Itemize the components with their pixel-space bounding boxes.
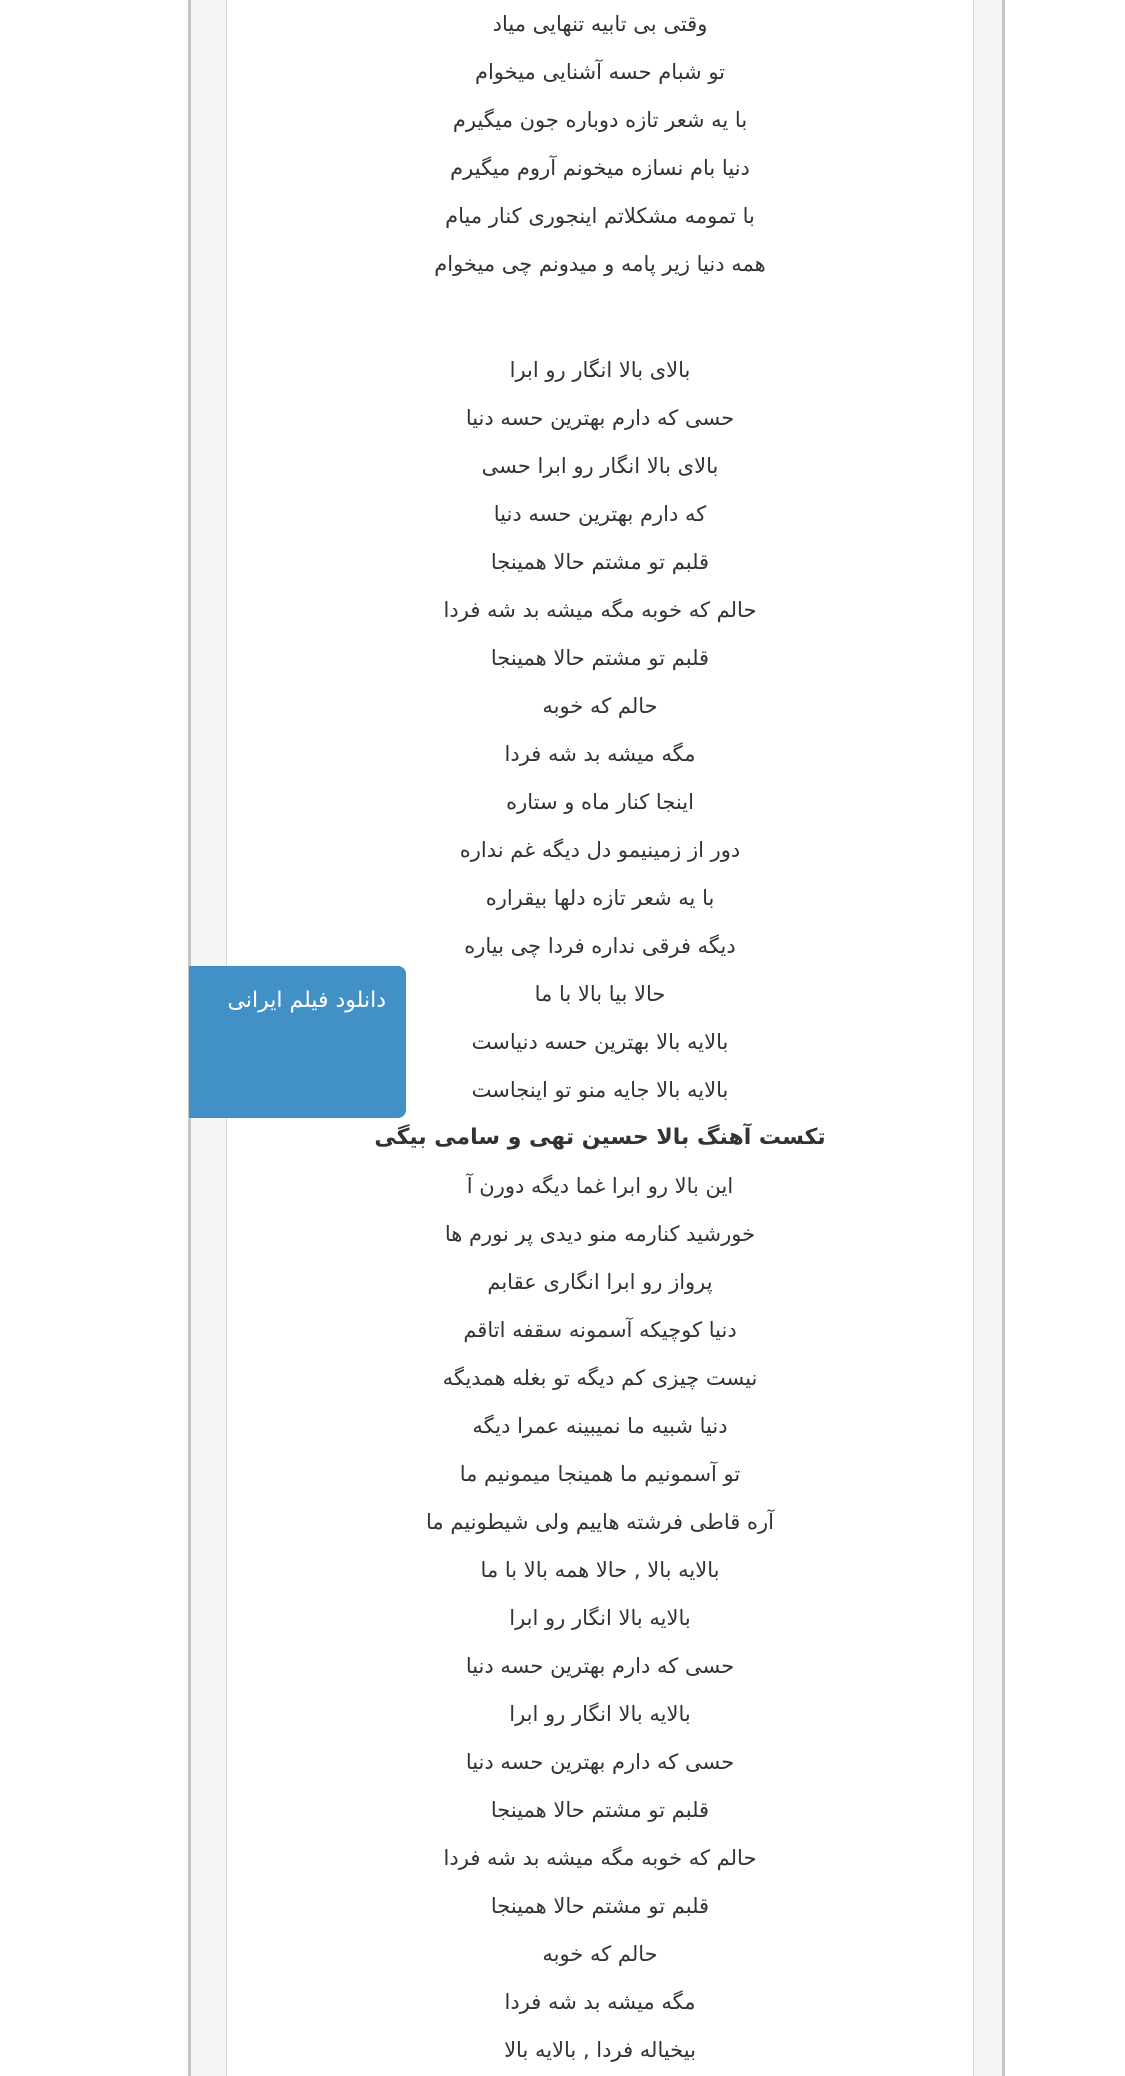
lyric-line: با یه شعر تازه دلها بیقراره <box>485 886 715 910</box>
lyric-line: حسی که دارم بهترین حسه دنیا <box>465 406 735 430</box>
lyric-line: آره قاطی فرشته هاییم ولی شیطونیم ما <box>426 1510 774 1534</box>
lyric-line: تو آسمونیم ما همینجا میمونیم ما <box>459 1462 741 1486</box>
lyric-line: دور از زمینیمو دل دیگه غم نداره <box>459 838 741 862</box>
lyric-line: بالایه بالا بهترین حسه دنیاست <box>471 1030 729 1054</box>
lyric-line: خورشید کنارمه منو دیدی پر نورم ها <box>444 1222 756 1246</box>
lyric-line: دیگه فرقی نداره فردا چی بیاره <box>464 934 736 958</box>
lyrics-section-heading: تکست آهنگ بالا حسین تهی و سامی بیگی <box>374 1125 826 1150</box>
lyric-line: با یه شعر تازه دوباره جون میگیرم <box>452 108 748 132</box>
lyric-line: مگه میشه بد شه فردا <box>504 742 696 766</box>
lyric-line: دنیا کوچیکه آسمونه سقفه اتاقم <box>463 1318 737 1342</box>
lyric-line: حالم که خوبه مگه میشه بد شه فردا <box>443 598 757 622</box>
lyric-line: بالای بالا انگار رو ابرا <box>509 358 691 382</box>
lyric-line: بالایه بالا انگار رو ابرا <box>509 1702 691 1726</box>
lyric-line: حالم که خوبه <box>542 1942 658 1966</box>
lyric-line: قلبم تو مشتم حالا همینجا <box>490 646 710 670</box>
lyric-line: بالای بالا انگار رو ابرا حسی <box>481 454 719 478</box>
lyric-line: همه دنیا زیر پامه و میدونم چی میخوام <box>434 252 766 276</box>
lyric-line: نیست چیزی کم دیگه تو بغله همدیگه <box>442 1366 758 1390</box>
lyric-line: بالایه بالا , حالا همه بالا با ما <box>480 1558 720 1582</box>
lyric-line: مگه میشه بد شه فردا <box>504 1990 696 2014</box>
lyric-line: با تمومه مشکلاتم اینجوری کنار میام <box>445 204 755 228</box>
lyric-line: قلبم تو مشتم حالا همینجا <box>490 1894 710 1918</box>
download-iranian-movie-button[interactable] <box>189 966 406 1118</box>
lyric-line: دنیا بام نسازه میخونم آروم میگیرم <box>450 156 750 180</box>
stanza-gap <box>226 288 974 346</box>
lyric-line: بیخیاله فردا , بالایه بالا <box>504 2038 696 2062</box>
promo-label: دانلود فیلم ایرانی <box>227 988 386 1013</box>
lyric-line: حسی که دارم بهترین حسه دنیا <box>465 1654 735 1678</box>
lyric-line: این بالا رو ابرا غما دیگه دورن آ <box>466 1174 734 1198</box>
lyric-line: بالایه بالا جایه منو تو اینجاست <box>471 1078 729 1102</box>
lyric-line: قلبم تو مشتم حالا همینجا <box>490 1798 710 1822</box>
lyric-line: تو شبام حسه آشنایی میخوام <box>474 60 726 84</box>
lyric-line: دنیا شبیه ما نمیبینه عمرا دیگه <box>472 1414 728 1438</box>
lyric-line: حسی که دارم بهترین حسه دنیا <box>465 1750 735 1774</box>
lyric-line: حالم که خوبه مگه میشه بد شه فردا <box>443 1846 757 1870</box>
lyric-line: بالایه بالا انگار رو ابرا <box>509 1606 691 1630</box>
lyric-line: اینجا کنار ماه و ستاره <box>506 790 694 814</box>
lyric-line: پرواز رو ابرا انگاری عقابم <box>487 1270 713 1294</box>
lyric-line: حالم که خوبه <box>542 694 658 718</box>
lyric-line: حالا بیا بالا با ما <box>534 982 666 1006</box>
lyric-line: که دارم بهترین حسه دنیا <box>493 502 707 526</box>
lyric-line: وقتی بی تابیه تنهایی میاد <box>492 12 708 36</box>
lyric-line: قلبم تو مشتم حالا همینجا <box>490 550 710 574</box>
